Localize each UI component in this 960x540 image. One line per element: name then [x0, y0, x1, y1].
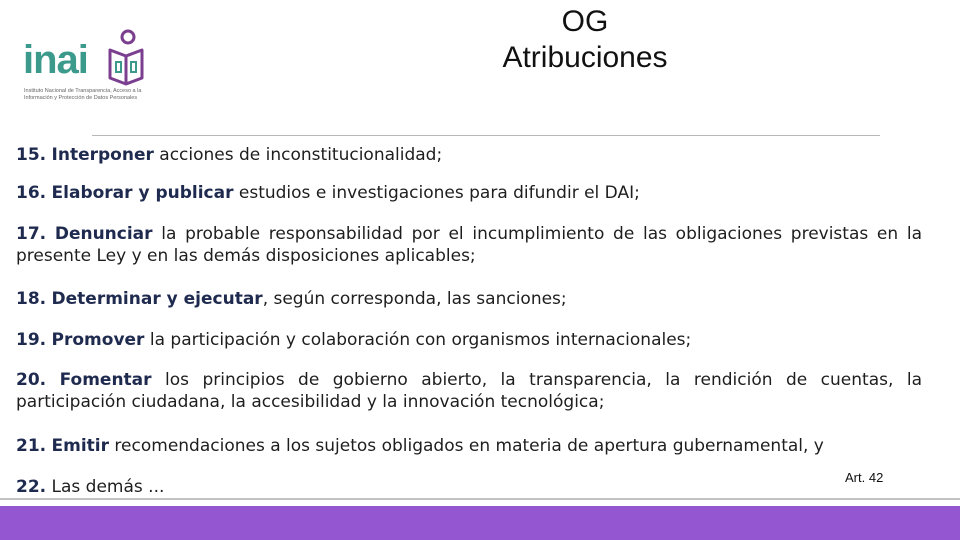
item-number: 15. [16, 145, 47, 165]
item-number: 22. [16, 477, 47, 497]
list-item [16, 223, 922, 267]
item-number: 18. [16, 289, 47, 309]
item-number: 19. [16, 330, 47, 350]
item-verb: Promover [51, 330, 145, 350]
item-text: la participación y colaboración con organismos internacionales; [144, 330, 692, 350]
item-text: acciones de inconstitucionalidad; [153, 145, 443, 165]
item-text: los principios de gobierno abierto, la transparencia, la rendición de cuentas, la participación ciudadana, la accesibilidad y la innovación tecnológica; [16, 370, 922, 412]
item-text: Las demás ... [46, 477, 165, 497]
item-verb: Denunciar [54, 224, 153, 244]
logo-wordmark: inai [23, 38, 88, 82]
item-verb: Interponer [51, 145, 154, 165]
item-text: recomendaciones a los sujetos obligados en materia de apertura gubernamental, y [109, 436, 824, 456]
item-number: 20. [16, 370, 47, 390]
list-item [16, 288, 922, 310]
item-number: 17. [16, 224, 47, 244]
item-number: 21. [16, 436, 47, 456]
list-item [16, 435, 922, 457]
item-verb: Fomentar [59, 370, 152, 390]
item-text: estudios e investigaciones para difundir el DAI; [233, 183, 640, 203]
page-title [460, 4, 710, 76]
list-item [16, 476, 922, 498]
list-item [16, 144, 922, 166]
article-reference: Art. 42 [845, 470, 884, 485]
inai-logo [18, 28, 158, 110]
item-text: , según corresponda, las sanciones; [262, 289, 567, 309]
reading-person-icon [104, 28, 148, 88]
logo-subtitle: Instituto Nacional de Transparencia, Acceso a la Información y Protección de Datos Personales [24, 88, 142, 101]
item-text: la probable responsabilidad por el incumplimiento de las obligaciones previstas en la presente Ley y en las demás disposiciones aplicables; [16, 224, 922, 266]
item-number: 16. [16, 183, 47, 203]
list-item [16, 369, 922, 413]
item-verb: Elaborar y publicar [51, 183, 234, 203]
list-item [16, 182, 922, 204]
list-item [16, 329, 922, 351]
title-line-1: OG [561, 5, 609, 38]
header-divider [92, 135, 880, 136]
footer-bar [0, 506, 960, 540]
footer-divider [0, 498, 960, 500]
item-verb: Determinar y ejecutar [51, 289, 263, 309]
title-line-2: Atribuciones [502, 41, 668, 74]
item-verb: Emitir [51, 436, 110, 456]
